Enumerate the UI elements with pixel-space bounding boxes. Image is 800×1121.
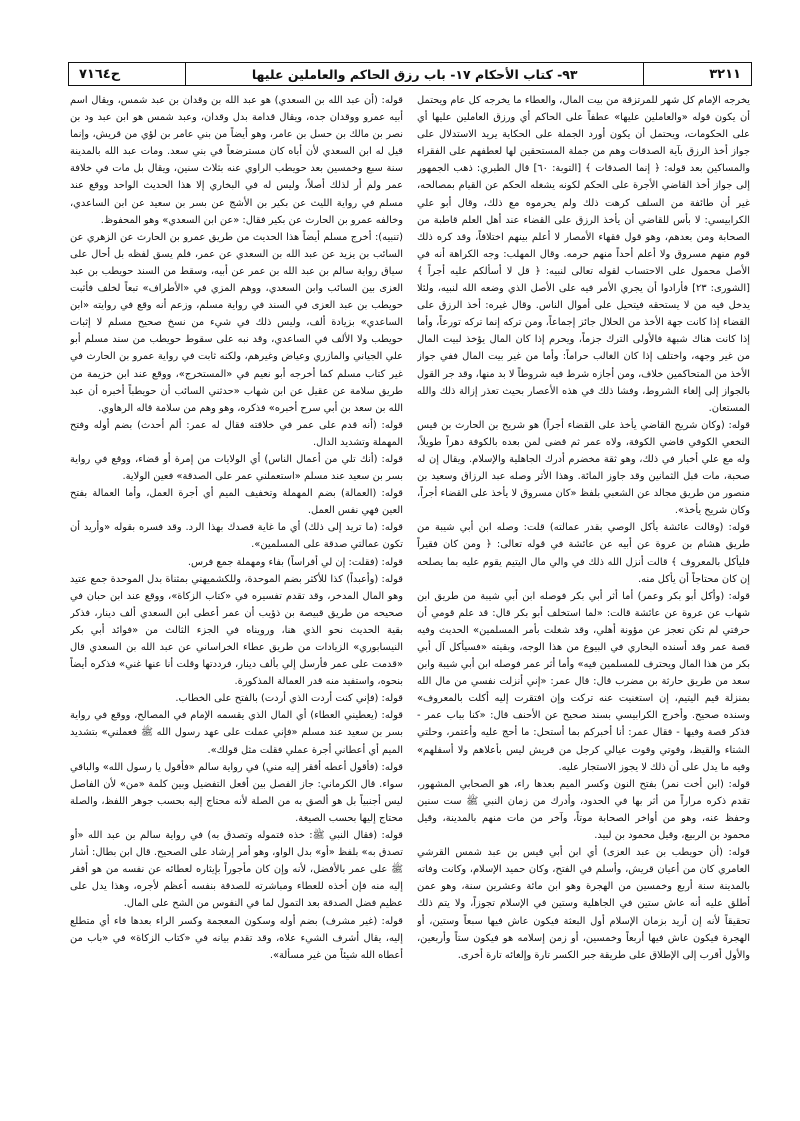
commentary-paragraph: قوله: (أنك تلي من أعمال الناس) أي الولايات من إمرة أو قضاء، ووقع في رواية بسر بن سعيد عند مسلم «استعملني عمر على الصدقة» فعين الولاية.: [70, 453, 403, 483]
commentary-paragraph: (تنبيه): أخرج مسلم أيضاً هذا الحديث من طريق عمرو بن الحارث عن الزهري عن السائب بن يزيد عن عبد الله بن السعدي عن عمر، فلم يسق لفظه بل أحال على سياق رواية سالم بن عبد الله بن عمر عن أبيه، وسقط من السند حويطب بن عبد العزى بين السائب وابن السعدي، ووهم المزي في «الأطراف» تبعاً لخلف فأثبت حويطب بن عبد العزى في السند في رواية مسلم، وزعم أنه وقع في روايته «ابن الساعدي» بزيادة ألف، وليس ذلك في شيء من نسخ صحيح مسلم لا إثبات حويطب ولا الألف في الساعدي، وقد نبه على سقوط حويطب من سند مسلم أبو علي الجياني والمازري وعياض وغيرهم، ولكنه ثابت في رواية عمرو بن الحارث في غير كتاب مسلم كما أخرجه أبو نعيم في «المستخرج»، ووقع عند ابن خزيمة من طريق سلامة عن عقيل عن ابن شهاب «حدثني السائب أن حويطباً أخبره أن عبد الله بن سعد بن أبي سرح أخبره» فذكره، وهو وهم من سلامة قاله الرهاوي.: [70, 231, 403, 414]
commentary-paragraph: قوله: (أن حويطب بن عبد العزى) أي ابن أبي قيس بن عبد شمس القرشي العامري كان من أعيان قريش، وأسلم في الفتح، وكان حميد الإسلام، وكانت وفاته بالمدينة سنة أربع وخمسين من الهجرة وهو ابن مائة وعشرين سنة، وهو عمن أطلق عليه أنه عاش ستين في الجاهلية وستين في الإسلام تجوزاً، ولا يتم ذلك تحقيقاً لأنه إن أريد بزمان الإسلام أول البعثة فيكون عاش فيها سبعاً وستين، أو الهجرة فيكون عاش فيها أربعاً وخمسين، أو زمن إسلامه هو فيكون ستاً وأربعين، والأول أقرب إلى الإطلاق على طريقة جبر الكسر تارة وإلغائه تارة أخرى.: [417, 847, 750, 961]
commentary-paragraph: قوله: (أن عبد الله بن السعدي) هو عبد الله بن وقدان بن عبد شمس، ويقال اسم أبيه عمرو ووقدان جده، ويقال قدامة بدل وقدان، وعبد شمس هو ابن عبد ود بن نصر بن مالك بن حسل بن عامر، وهو أيضاً من بني عامر بن لؤي من قريش، وإنما قيل له ابن السعدي لأن أباه كان مسترضعاً في بني سعد. ومات عبد الله بالمدينة سنة سبع وخمسين بعد حويطب الراوي عنه بثلاث سنين، ويقال بل مات في خلافة عمر ولم أر لذلك أصلاً، وليس له في البخاري إلا هذا الحديث الواحد ووقع عند مسلم في رواية الليث عن بكير بن الأشج عن بسر بن سعيد عن ابن الساعدي، وخالفه عمرو بن الحارث عن بكير فقال: «عن ابن السعدي» وهو المحفوظ.: [70, 95, 403, 226]
header-title: ٩٣- كتاب الأحكام ١٧- باب رزق الحاكم والعاملين عليها: [251, 66, 578, 82]
commentary-paragraph: قوله: (فقال النبي ﷺ: خذه فتموله وتصدق به) في رواية سالم بن عبد الله «أو تصدق به» بلفظ «أو» بدل الواو، وهو أمر إرشاد على الصحيح. قال ابن بطال: أشار ﷺ على عمر بالأفضل، لأنه وإن كان مأجوراً بإيثاره لعطائه عن نفسه من هو أفقر إليه منه فإن أخذه للعطاء ومباشرته للصدقة بنفسه أعظم لأجره، وهذا يدل على عظيم فضل الصدقة بعد التمول لما في النفوس من الشح على المال.: [70, 830, 403, 910]
commentary-paragraph: قوله: (وأكل أبو بكر وعمر) أما أثر أبي بكر فوصله ابن أبي شيبة من طريق ابن شهاب عن عروة عن عائشة قالت: «لما استخلف أبو بكر قال: قد علم قومي أن حرفتي لم تكن تعجز عن مؤونة أهلي، وقد شغلت بأمر المسلمين» الحديث وفيه قصة عمر وقد أسنده البخاري في البيوع من هذا الوجه، وبقيته «فسيأكل آل أبي بكر من هذا المال ويحترف للمسلمين فيه» وأما أثر عمر فوصله ابن أبي شيبة وابن سعد من طريق حارثة بن مضرب قال: قال عمر: «إني أنزلت نفسي من مال الله بمنزلة قيم اليتيم، إن استغنيت عنه تركت وإن افتقرت إليه أكلت بالمعروف» وسنده صحيح. وأخرج الكرابيسي بسند صحيح عن الأحنف قال: «كنا بباب عمر - فذكر قصة وفيها - فقال عمر: أنا أخبركم بما أستحل: ما أحج عليه وأعتمر، وحلتي الشتاء والقيظ، وقوتي وقوت عيالي كرجل من قريش ليس بأعلاهم ولا أسفلهم» وفيه ما يدل على أن ذلك لا يجوز الاستجار عليه.: [417, 590, 750, 773]
commentary-paragraph: قوله: (وأعبداً) كذا للأكثر بضم الموحدة، وللكشميهني بمثناة بدل الموحدة جمع عتيد وهو المال المدخر، وقد تقدم تفسيره في «كتاب الزكاة»، ووقع عند ابن حبان في صحيحه من طريق قبيصة بن ذؤيب أن عمر أعطى ابن السعدي ألف دينار، فذكر بقية الحديث نحو الذي هنا، ورويناه في الجزء الثالث من «فوائد أبي بكر النيسابوري» الزيادات من طريق عطاء الخراساني عن عبد الله بن السعدي قال «قدمت على عمر فأرسل إلي بألف دينار، فرددتها وقلت أنا عنها غني» فذكره أيضاً بنحوه، واستفيد منه قدر العمالة المذكورة.: [70, 573, 403, 688]
hadith-number: ح٧١٦٤: [79, 66, 121, 82]
commentary-paragraph: قوله: (يعطيني العطاء) أي المال الذي يقسمه الإمام في المصالح، ووقع في رواية بسر بن سعيد عند مسلم «فإني عملت على عهد رسول الله ﷺ فعملني» بتشديد الميم أي أعطاني أجرة عملي فقلت مثل قولك».: [70, 710, 403, 756]
commentary-paragraph: قوله: (ما تريد إلى ذلك) أي ما غاية قصدك بهذا الرد. وقد فسره بقوله «وأريد أن تكون عمالتي صدقة على المسلمين».: [70, 522, 403, 551]
right-column: [417, 92, 750, 1082]
commentary-paragraph: قوله: (فأقول أعطه أفقر إليه مني) في رواية سالم «فأقول يا رسول الله» والباقي سواء. قال الكرماني: جاز الفصل بين أفعل التفضيل وبين كلمة «من» لأن الفاصل ليس أجنبياً بل هو ألصق به من الصلة لأنه محتاج إليه بحسب جوهر اللفظ، والصلة محتاج إليها بحسب الصيغة.: [70, 761, 403, 824]
right-page-number: ٣٢١١: [709, 66, 741, 82]
running-header: [68, 62, 752, 86]
commentary-paragraph: قوله: (وكان شريح القاضي يأخذ على القضاء أجراً) هو شريح بن الحارث بن قيس النخعي الكوفي قاضي الكوفة، ولاه عمر ثم قضى لمن بعده بالكوفة دهراً طويلاً، وله مع علي أخبار في ذلك، وهو ثقة مخضرم أدرك الجاهلية والإسلام. ويقال إن له صحبة، مات قبل الثمانين وقد جاوز المائة. وهذا الأثر وصله عبد الرزاق وسعيد بن منصور من طريق مجالد عن الشعبي بلفظ «كان مسروق لا يأخذ على القضاء أجراً، وكان شريح يأخذ».: [417, 419, 750, 517]
commentary-paragraph: قوله: (فقلت: إن لي أفراساً) بفاء ومهملة جمع فرس.: [187, 556, 403, 568]
header-divider: [185, 63, 186, 85]
commentary-paragraph: قوله: (ابن أخت نمر) بفتح النون وكسر الميم بعدها راء، هو الصحابي المشهور، تقدم ذكره مراراً من أثر بها في الحدود، وأدرك من زمان النبي ﷺ ست سنين وحفظ عنه، وهو من أواخر الصحابة موتاً، وآخر من مات منهم بالمدينة، وقيل محمود بن الربيع، وقيل محمود بن لبيد.: [417, 778, 750, 842]
text-columns: [70, 92, 750, 1082]
commentary-paragraph: قوله: (أنه قدم على عمر في خلافته فقال له عمر: ألم أحدث) بضم أوله وفتح المهملة وتشديد الدال.: [70, 419, 403, 448]
commentary-paragraph: قوله: (غير مشرف) بضم أوله وسكون المعجمة وكسر الراء بعدها فاء أي متطلع إليه، يقال أشرف الشيء علاه، وقد تقدم بيانه في «كتاب الزكاة» في «باب من أعطاه الله شيئاً من غير مسألة».: [70, 915, 403, 961]
header-divider: [643, 63, 644, 85]
commentary-paragraph: قوله: (فإني كنت أردت الذي أردت) بالفتح على الخطاب.: [175, 693, 403, 705]
left-column: [70, 92, 403, 1082]
commentary-paragraph: قوله: (وقالت عائشة يأكل الوصي بقدر عمالته) قلت: وصله ابن أبي شيبة من طريق هشام بن عروة عن أبيه عن عائشة في قوله تعالى: ﴿ ومن كان فقيراً فليأكل بالمعروف ﴾ قالت أنزل الله ذلك في والي مال اليتيم يقوم عليه بما يصلحه إن كان محتاجاً أن يأكل منه.: [417, 522, 750, 585]
commentary-paragraph: قوله: (العمالة) بضم المهملة وتخفيف الميم أي أجرة العمل، وأما العمالة بفتح العين فهي نفس العمل.: [70, 488, 403, 517]
commentary-paragraph: يخرجه الإمام كل شهر للمرتزقة من بيت المال، والعطاء ما يخرجه كل عام ويحتمل أن يكون قوله «والعاملين عليها» عطفاً على الحاكم أي ورزق العاملين عليها أي على الحكومات، ويحتمل أن يكون أورد الجملة على الحكاية يريد الاستدلال على جواز أخذ الرزق بآية الصدقات وهم من جملة المستحقين لها لعطفهم على الفقراء والمساكين بعد قوله: ﴿ إنما الصدقات ﴾ [التوبة: ٦٠] قال الطبري: ذهب الجمهور إلى جواز أخذ القاضي الأجرة على الحكم لكونه يشغله الحكم عن القيام بمصالحه، غير أن طائفة من السلف كرهت ذلك ولم يحرموه مع ذلك، وقال أبو علي الكرابيسي: لا بأس للقاضي أن يأخذ الرزق على القضاء عند أهل العلم قاطبة من الصحابة ومن بعدهم، وهو قول فقهاء الأمصار لا أعلم بينهم اختلافاً، وقد كره ذلك قوم منهم مسروق ولا أعلم أحداً منهم حرمه. وقال المهلب: وجه الكراهة أنه في الأصل محمول على الاحتساب لقوله تعالى لنبيه: ﴿ قل لا أسألكم عليه أجراً ﴾ [الشورى: ٢٣] فأرادوا أن يجري الأمر فيه على الأصل الذي وضعه الله لنبيه، ولئلا يدخل فيه من لا يستحقه فيتحيل على أموال الناس. وقال غيره: أخذ الرزق على القضاء إذا كانت جهة الأخذ من الحلال جائز إجماعاً، ومن تركه إنما تركه تورعاً، وأما إذا كانت هناك شبهة فالأولى الترك جزماً، ويحرم إذا كان المال يؤخذ لبيت المال من غير وجهه، واختلف إذا كان الغالب حراماً: وأما من غير بيت المال ففي جواز الأخذ من المتحاكمين خلاف، ومن أجازه شرط فيه شروطاً لا بد منها، وقد جر القول بالجواز إلى إلغاء الشروط، وفشا ذلك في هذه الأعصار بحيث تعذر إزالة ذلك والله المستعان.: [417, 95, 750, 414]
